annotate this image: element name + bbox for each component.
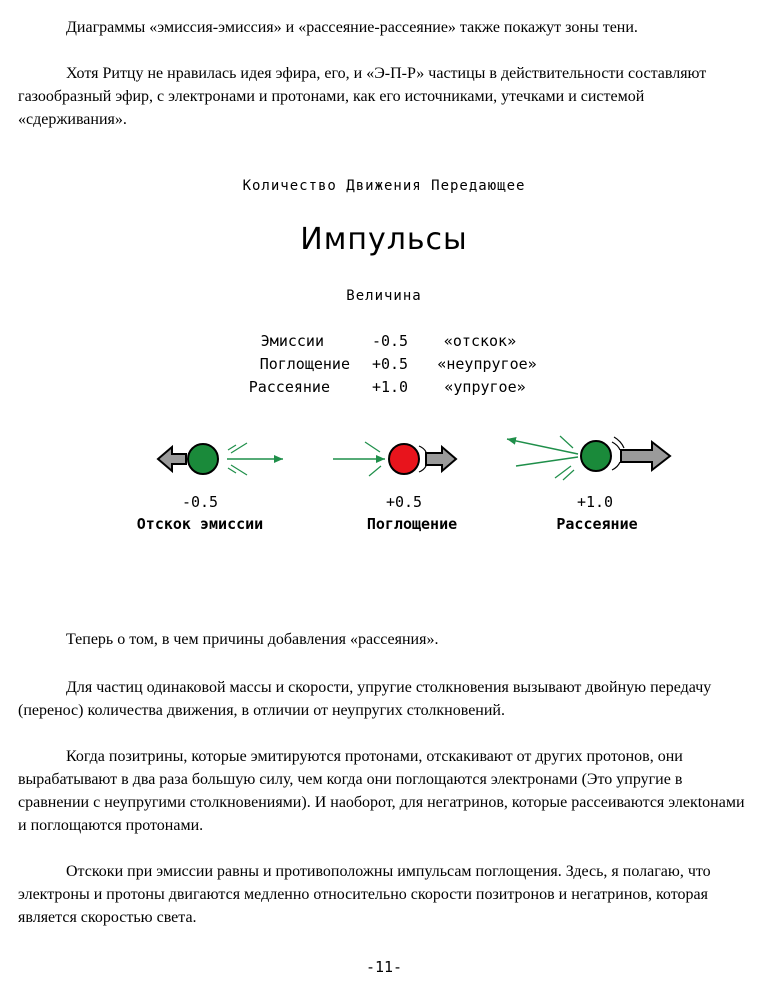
impulse-diagram [0, 420, 768, 500]
figure-title: Импульсы [300, 222, 468, 257]
panel-caption-scattering: Рассеяние [556, 515, 638, 533]
body-paragraph-3: Когда позитрины, которые эмитируются протонами, отскакивают от других протонов, они вырабатывают в два раза большую силу, чем когда они поглощаются электронами (Это упругие в сравнении с неупругими столкновениями). И наоборот, для негатринов, которые рассеиваются элекtонами и поглощаются протонами. [18, 748, 745, 834]
table-row: Поглощение +0.5 «неупругое» [259, 355, 537, 373]
table-row: Эмиссии -0.5 «отскок» [260, 332, 517, 350]
momentum-arrow-left-icon [158, 447, 186, 471]
momentum-arrow-right-large-icon [621, 442, 670, 470]
panel-value-emission: -0.5 [181, 493, 219, 511]
body-paragraph-1: Теперь о том, в чем причины добавления «рассеяния». [66, 631, 439, 648]
motion-lines-icon [419, 446, 426, 472]
panel-caption-emission: Отскок эмиссии [136, 515, 264, 533]
intro-paragraph-2: Хотя Ритцу не нравилась идея эфира, его, и «Э-П-Р» частицы в действительности составляют газообразный эфир, с электронами и протонами, как его источниками, утечками и системой «сдерживания». [18, 65, 707, 128]
body-paragraph-2: Для частиц одинаковой массы и скорости, упругие столкновения вызывают двойную передачу (перенос) количества движения, в отличии от неупругих столкновений. [18, 679, 712, 719]
momentum-arrow-right-icon [426, 447, 456, 471]
red-particle-icon [389, 444, 419, 474]
panel-caption-absorption: Поглощение [366, 515, 458, 533]
scattering-panel [507, 436, 670, 480]
panel-value-scattering: +1.0 [576, 493, 614, 511]
incident-particle-line [516, 457, 578, 466]
page-number: -11- [365, 958, 403, 976]
absorption-panel [333, 442, 456, 476]
green-particle-icon [188, 444, 218, 474]
figure-subtitle: Количество Движения Передающее [242, 178, 526, 194]
reflected-particle-arrow [507, 439, 578, 454]
emission-recoil-panel [158, 443, 283, 475]
intro-paragraph-1: Диаграммы «эмиссия-эмиссия» и «рассеяние-рассеяние» также покажут зоны тени. [66, 19, 638, 36]
panel-value-absorption: +0.5 [385, 493, 423, 511]
body-paragraph-4: Отскоки при эмиссии равны и противоположны импульсам поглощения. Здесь, я полагаю, что электроны и протоны двигаются медленно относительно скорости позитронов и негатринов, которая является скоростью света. [18, 863, 711, 926]
magnitude-label: Величина [346, 288, 422, 304]
green-particle-icon [581, 441, 611, 471]
table-row: Рассеяние +1.0 «упругое» [248, 378, 526, 396]
